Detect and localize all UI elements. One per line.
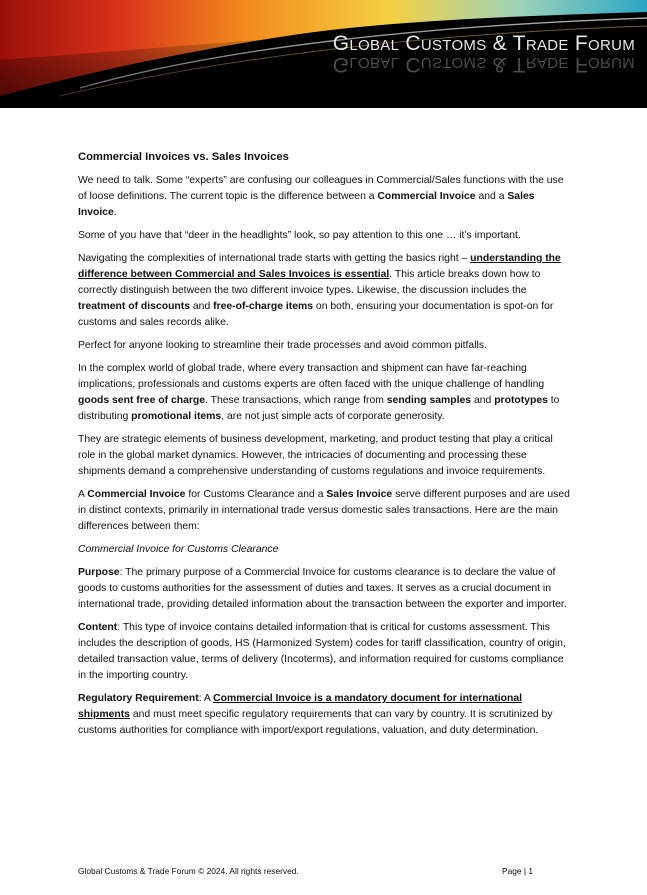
paragraph-content [78, 620, 572, 684]
brand-title: Global Customs & Trade Forum [332, 32, 635, 55]
label-content: Content [78, 622, 118, 633]
text-run: , are not just simple acts of corporate generosity. [221, 411, 445, 422]
section-subheading: Commercial Invoice for Customs Clearance [78, 544, 279, 555]
text-run: : A [198, 693, 214, 704]
paragraph-navigating [78, 251, 572, 331]
article-body [78, 149, 572, 746]
header-banner [0, 0, 647, 108]
paragraph-purpose [78, 565, 572, 613]
paragraph-strategic: They are strategic elements of business development, marketing, and product testing that play a critical role in the global market dynamics. However, the intricacies of documenting and processing these shipments demand a comprehensive understanding of customs regulations and invoice requirements. [78, 434, 553, 477]
paragraph-perfect: Perfect for anyone looking to streamline their trade processes and avoid common pitfalls. [78, 340, 487, 351]
paragraph-complex-world [78, 361, 572, 425]
label-purpose: Purpose [78, 567, 120, 578]
paragraph-attention: Some of you have that “deer in the headlights” look, so pay attention to this one … it’s important. [78, 230, 521, 241]
bold-term: Sales Invoice [78, 191, 535, 218]
paragraph-differences [78, 487, 572, 535]
text-run: A [78, 489, 88, 500]
brand-reflection: Global Customs & Trade Forum [332, 53, 635, 76]
bold-term: free-of-charge items [213, 301, 314, 312]
underlined-emphasis: Commercial Invoice is a mandatory document for international shipments [78, 693, 523, 720]
text-run: In the complex world of global trade, where every transaction and shipment can have far-reaching implications, professionals and customs experts are often faced with the unique challenge of handling [78, 363, 545, 390]
text-run: and must meet specific regulatory requirements that can vary by country. It is scrutinized by customs authorities for compliance with import/export regulations, valuation, and duty determination. [78, 709, 553, 736]
text-run: . This article breaks down how to correctly distinguish between the two different invoice types. Likewise, the discussion includes the [78, 269, 541, 296]
bold-term: treatment of discounts [78, 301, 190, 312]
bold-term: prototypes [494, 395, 548, 406]
article-title: Commercial Invoices vs. Sales Invoices [78, 151, 289, 163]
paragraph-regulatory [78, 691, 572, 739]
text-run: and [190, 301, 214, 312]
text-run: serve different purposes and are used in distinct contexts, primarily in international trade versus domestic sales transactions. Here are the main differences between them: [78, 489, 570, 532]
text-run: . These transactions, which range from [205, 395, 387, 406]
text-run: and a [475, 191, 508, 202]
text-run: and [471, 395, 495, 406]
text-run: Navigating the complexities of international trade starts with getting the basics right – [78, 253, 471, 264]
label-regulatory: Regulatory Requirement [78, 693, 199, 704]
text-run: . [113, 207, 117, 218]
bold-term: goods sent free of charge [78, 395, 206, 406]
text-run: to distributing [78, 395, 560, 422]
bold-term: Commercial Invoice [87, 489, 186, 500]
underlined-emphasis: understanding the difference between Commercial and Sales Invoices is essential [78, 253, 561, 280]
footer-copyright: Global Customs & Trade Forum © 2024. All rights reserved. [78, 866, 299, 876]
text-run: : This type of invoice contains detailed information that is critical for customs assessment. This includes the description of goods, HS (Harmonized System) codes for tariff classification, country of origin, detailed transaction value, terms of delivery (Incoterms), and information required for customs compliance in the importing country. [78, 622, 566, 681]
text-run: on both, ensuring your documentation is spot-on for customs and sales records alike. [78, 301, 554, 328]
bold-term: Commercial Invoice [377, 191, 476, 202]
page-number: Page | 1 [502, 866, 534, 876]
bold-term: promotional items [131, 411, 222, 422]
text-run: We need to talk. Some “experts” are confusing our colleagues in Commercial/Sales functions with the use of loose definitions. The current topic is the difference between a [78, 175, 564, 202]
paragraph-intro [78, 173, 572, 221]
bold-term: Sales Invoice [326, 489, 393, 500]
text-run: : The primary purpose of a Commercial Invoice for customs clearance is to declare the value of goods to customs authorities for the assessment of duties and taxes. It serves as a crucial document in international trade, providing detailed information about the transaction between the exporter and importer. [78, 567, 567, 610]
bold-term: sending samples [386, 395, 472, 406]
text-run: for Customs Clearance and a [185, 489, 327, 500]
